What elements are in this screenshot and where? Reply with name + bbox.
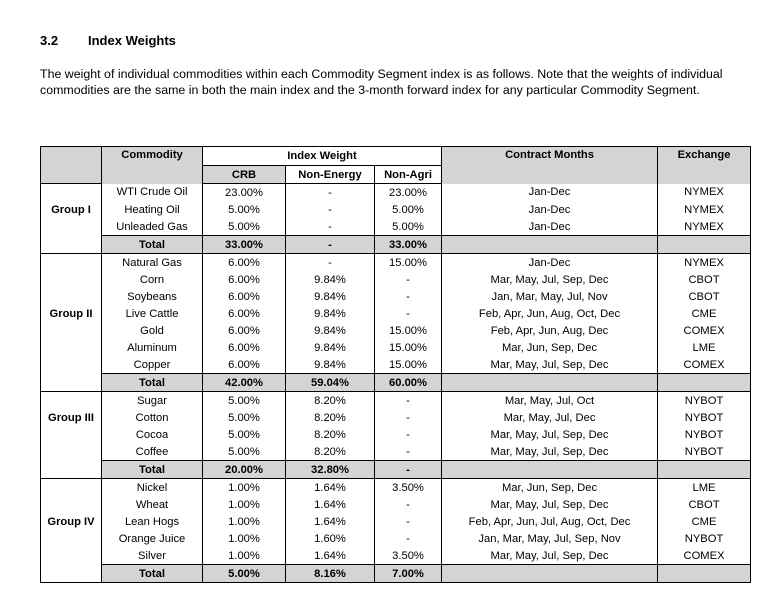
non-energy-weight-cell: 9.84% [286, 339, 375, 356]
group-cell [41, 565, 102, 583]
total-row [41, 461, 751, 479]
contract-months-cell: Jan, Mar, May, Jul, Sep, Nov [442, 530, 658, 547]
header-crb: CRB [203, 166, 286, 184]
contract-months-cell: Jan-Dec [442, 218, 658, 236]
group-cell [41, 496, 102, 513]
group-cell [41, 236, 102, 254]
table-row [41, 184, 751, 202]
non-energy-weight-cell: 1.64% [286, 496, 375, 513]
non-agri-weight-cell: - [375, 288, 442, 305]
non-agri-weight-cell: - [375, 530, 442, 547]
total-non-agri-cell: 7.00% [375, 565, 442, 583]
non-energy-weight-cell: 9.84% [286, 288, 375, 305]
non-energy-weight-cell: 8.20% [286, 392, 375, 410]
group-cell [41, 461, 102, 479]
non-energy-weight-cell: 9.84% [286, 271, 375, 288]
group-cell: Group I [41, 201, 102, 218]
exchange-cell: LME [658, 339, 751, 356]
non-agri-weight-cell: 15.00% [375, 322, 442, 339]
total-crb-cell: 42.00% [203, 374, 286, 392]
group-cell [41, 374, 102, 392]
commodity-cell: Orange Juice [102, 530, 203, 547]
group-cell: Group IV [41, 513, 102, 530]
non-agri-weight-cell: - [375, 513, 442, 530]
group-cell: Group III [41, 409, 102, 426]
exchange-cell: LME [658, 479, 751, 497]
contract-months-cell: Mar, May, Jul, Sep, Dec [442, 426, 658, 443]
group-cell [41, 339, 102, 356]
crb-weight-cell: 1.00% [203, 496, 286, 513]
table-row [41, 547, 751, 565]
contract-months-cell: Feb, Apr, Jun, Jul, Aug, Oct, Dec [442, 513, 658, 530]
total-months-cell [442, 461, 658, 479]
exchange-cell: COMEX [658, 547, 751, 565]
table-row [41, 479, 751, 497]
non-energy-weight-cell: 8.20% [286, 443, 375, 461]
total-label-cell: Total [102, 374, 203, 392]
crb-weight-cell: 1.00% [203, 513, 286, 530]
contract-months-cell: Mar, Jun, Sep, Dec [442, 479, 658, 497]
non-agri-weight-cell: 15.00% [375, 339, 442, 356]
commodity-cell: Nickel [102, 479, 203, 497]
contract-months-cell: Mar, Jun, Sep, Dec [442, 339, 658, 356]
exchange-cell: COMEX [658, 356, 751, 374]
contract-months-cell: Mar, May, Jul, Sep, Dec [442, 271, 658, 288]
non-energy-weight-cell: - [286, 218, 375, 236]
commodity-cell: Sugar [102, 392, 203, 410]
table-row [41, 392, 751, 410]
exchange-cell: NYBOT [658, 426, 751, 443]
contract-months-cell: Feb, Apr, Jun, Aug, Oct, Dec [442, 305, 658, 322]
header-blank-2 [41, 166, 102, 184]
non-energy-weight-cell: - [286, 254, 375, 272]
non-energy-weight-cell: - [286, 184, 375, 202]
contract-months-cell: Mar, May, Jul, Sep, Dec [442, 443, 658, 461]
non-energy-weight-cell: 8.20% [286, 426, 375, 443]
table-row [41, 339, 751, 356]
commodity-cell: Natural Gas [102, 254, 203, 272]
exchange-cell: NYMEX [658, 184, 751, 202]
table-row [41, 271, 751, 288]
table-row [41, 322, 751, 339]
group-cell [41, 356, 102, 374]
total-non-agri-cell: - [375, 461, 442, 479]
group-cell [41, 271, 102, 288]
section-heading [40, 33, 176, 48]
non-energy-weight-cell: 1.64% [286, 513, 375, 530]
non-agri-weight-cell: - [375, 305, 442, 322]
total-exchange-cell [658, 236, 751, 254]
crb-weight-cell: 1.00% [203, 530, 286, 547]
table-row [41, 288, 751, 305]
crb-weight-cell: 5.00% [203, 392, 286, 410]
non-energy-weight-cell: 9.84% [286, 322, 375, 339]
table-row [41, 218, 751, 236]
crb-weight-cell: 6.00% [203, 322, 286, 339]
table-row [41, 356, 751, 374]
table-row [41, 443, 751, 461]
exchange-cell: CBOT [658, 271, 751, 288]
header-non-energy: Non-Energy [286, 166, 375, 184]
non-agri-weight-cell: - [375, 409, 442, 426]
exchange-cell: NYBOT [658, 530, 751, 547]
crb-weight-cell: 6.00% [203, 254, 286, 272]
total-row [41, 374, 751, 392]
header-blank [41, 147, 102, 166]
commodity-cell: Lean Hogs [102, 513, 203, 530]
total-exchange-cell [658, 374, 751, 392]
table-row [41, 254, 751, 272]
non-agri-weight-cell: - [375, 426, 442, 443]
non-agri-weight-cell: 23.00% [375, 184, 442, 202]
crb-weight-cell: 23.00% [203, 184, 286, 202]
group-cell [41, 547, 102, 565]
total-label-cell: Total [102, 565, 203, 583]
table-row [41, 409, 751, 426]
total-exchange-cell [658, 565, 751, 583]
header-commodity: Commodity [102, 147, 203, 184]
non-energy-weight-cell: 9.84% [286, 356, 375, 374]
non-energy-weight-cell: 1.64% [286, 479, 375, 497]
crb-weight-cell: 1.00% [203, 479, 286, 497]
exchange-cell: CBOT [658, 288, 751, 305]
group-cell [41, 426, 102, 443]
group-cell [41, 530, 102, 547]
non-agri-weight-cell: 5.00% [375, 201, 442, 218]
total-non-agri-cell: 33.00% [375, 236, 442, 254]
total-non-energy-cell: - [286, 236, 375, 254]
non-agri-weight-cell: - [375, 271, 442, 288]
non-agri-weight-cell: 3.50% [375, 479, 442, 497]
non-energy-weight-cell: - [286, 201, 375, 218]
table-row [41, 496, 751, 513]
contract-months-cell: Mar, May, Jul, Sep, Dec [442, 496, 658, 513]
group-cell: Group II [41, 305, 102, 322]
total-non-energy-cell: 59.04% [286, 374, 375, 392]
total-non-energy-cell: 8.16% [286, 565, 375, 583]
header-row-1 [41, 147, 751, 166]
crb-weight-cell: 5.00% [203, 218, 286, 236]
non-agri-weight-cell: - [375, 443, 442, 461]
total-label-cell: Total [102, 236, 203, 254]
table-row [41, 426, 751, 443]
commodity-cell: Aluminum [102, 339, 203, 356]
crb-weight-cell: 5.00% [203, 409, 286, 426]
index-weights-table [40, 146, 751, 583]
commodity-cell: Live Cattle [102, 305, 203, 322]
non-energy-weight-cell: 9.84% [286, 305, 375, 322]
commodity-cell: Cotton [102, 409, 203, 426]
crb-weight-cell: 1.00% [203, 547, 286, 565]
exchange-cell: NYMEX [658, 201, 751, 218]
table-row [41, 201, 751, 218]
commodity-cell: Soybeans [102, 288, 203, 305]
table-row [41, 513, 751, 530]
non-agri-weight-cell: 3.50% [375, 547, 442, 565]
contract-months-cell: Mar, May, Jul, Sep, Dec [442, 356, 658, 374]
contract-months-cell: Jan-Dec [442, 184, 658, 202]
contract-months-cell: Mar, May, Jul, Oct [442, 392, 658, 410]
commodity-cell: Silver [102, 547, 203, 565]
total-non-energy-cell: 32.80% [286, 461, 375, 479]
crb-weight-cell: 5.00% [203, 201, 286, 218]
crb-weight-cell: 5.00% [203, 443, 286, 461]
group-cell [41, 288, 102, 305]
group-cell [41, 392, 102, 410]
total-crb-cell: 33.00% [203, 236, 286, 254]
commodity-cell: Heating Oil [102, 201, 203, 218]
exchange-cell: NYBOT [658, 443, 751, 461]
crb-weight-cell: 6.00% [203, 271, 286, 288]
commodity-cell: Corn [102, 271, 203, 288]
total-months-cell [442, 374, 658, 392]
non-energy-weight-cell: 8.20% [286, 409, 375, 426]
header-exchange: Exchange [658, 147, 751, 184]
header-contract-months: Contract Months [442, 147, 658, 184]
commodity-cell: Copper [102, 356, 203, 374]
crb-weight-cell: 6.00% [203, 305, 286, 322]
commodity-cell: WTI Crude Oil [102, 184, 203, 202]
exchange-cell: NYBOT [658, 409, 751, 426]
total-months-cell [442, 236, 658, 254]
crb-weight-cell: 5.00% [203, 426, 286, 443]
total-row [41, 236, 751, 254]
total-crb-cell: 5.00% [203, 565, 286, 583]
table-row [41, 305, 751, 322]
non-energy-weight-cell: 1.60% [286, 530, 375, 547]
contract-months-cell: Jan, Mar, May, Jul, Nov [442, 288, 658, 305]
non-agri-weight-cell: 15.00% [375, 254, 442, 272]
commodity-cell: Gold [102, 322, 203, 339]
contract-months-cell: Mar, May, Jul, Sep, Dec [442, 547, 658, 565]
exchange-cell: COMEX [658, 322, 751, 339]
non-agri-weight-cell: - [375, 392, 442, 410]
contract-months-cell: Mar, May, Jul, Dec [442, 409, 658, 426]
commodity-cell: Coffee [102, 443, 203, 461]
contract-months-cell: Jan-Dec [442, 254, 658, 272]
exchange-cell: CME [658, 513, 751, 530]
crb-weight-cell: 6.00% [203, 339, 286, 356]
total-row [41, 565, 751, 583]
non-agri-weight-cell: 5.00% [375, 218, 442, 236]
commodity-cell: Wheat [102, 496, 203, 513]
total-exchange-cell [658, 461, 751, 479]
non-agri-weight-cell: - [375, 496, 442, 513]
non-agri-weight-cell: 15.00% [375, 356, 442, 374]
contract-months-cell: Jan-Dec [442, 201, 658, 218]
header-non-agri: Non-Agri [375, 166, 442, 184]
commodity-cell: Unleaded Gas [102, 218, 203, 236]
header-index-weight: Index Weight [203, 147, 442, 166]
group-cell [41, 443, 102, 461]
crb-weight-cell: 6.00% [203, 288, 286, 305]
exchange-cell: NYBOT [658, 392, 751, 410]
intro-paragraph: The weight of individual commodities within each Commodity Segment index is as follows. Note that the weights of individual commodities are the same in both the main index and the 3-month forward index for any particular Commodity Segment. [40, 67, 723, 97]
section-title: Index Weights [88, 33, 176, 48]
group-cell [41, 322, 102, 339]
total-non-agri-cell: 60.00% [375, 374, 442, 392]
table-row [41, 530, 751, 547]
exchange-cell: NYMEX [658, 218, 751, 236]
non-energy-weight-cell: 1.64% [286, 547, 375, 565]
exchange-cell: CBOT [658, 496, 751, 513]
exchange-cell: CME [658, 305, 751, 322]
total-months-cell [442, 565, 658, 583]
total-label-cell: Total [102, 461, 203, 479]
group-cell [41, 184, 102, 202]
section-number: 3.2 [40, 33, 59, 48]
total-crb-cell: 20.00% [203, 461, 286, 479]
crb-weight-cell: 6.00% [203, 356, 286, 374]
commodity-cell: Cocoa [102, 426, 203, 443]
exchange-cell: NYMEX [658, 254, 751, 272]
group-cell [41, 218, 102, 236]
group-cell [41, 254, 102, 272]
group-cell [41, 479, 102, 497]
contract-months-cell: Feb, Apr, Jun, Aug, Dec [442, 322, 658, 339]
